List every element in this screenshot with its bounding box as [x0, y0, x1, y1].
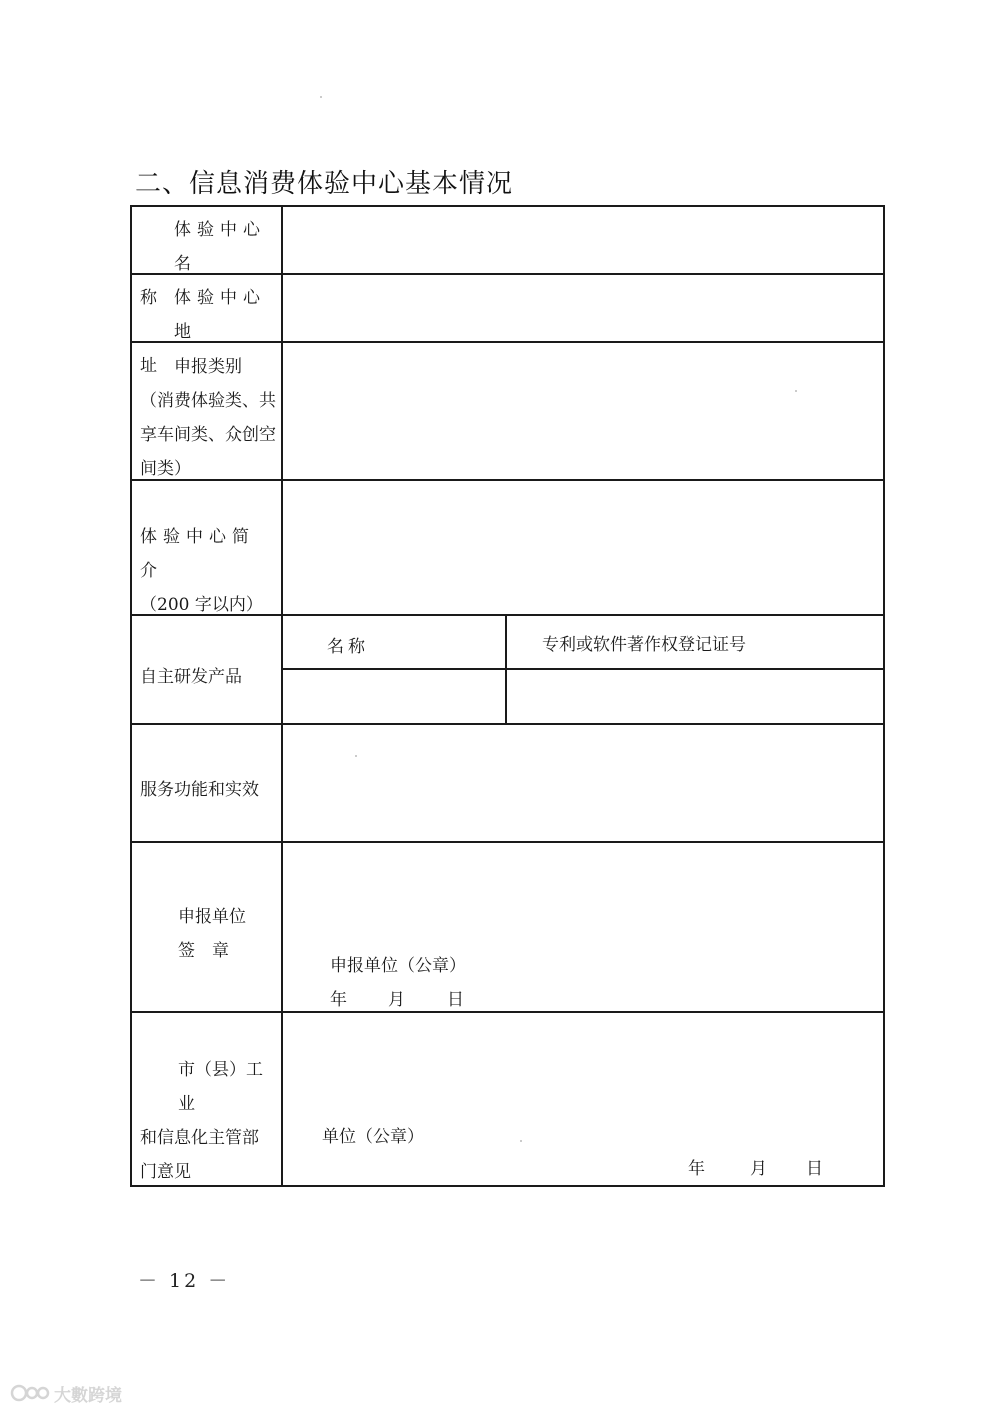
- center-name-label-line1: 体验中心名: [174, 220, 266, 274]
- applicant-seal-label-line1: 申报单位: [178, 907, 246, 927]
- city-opinion-label-line1: 市（县）工业: [178, 1060, 263, 1114]
- center-address-label-line2: 址: [140, 356, 157, 376]
- applicant-date-month: 月: [388, 990, 405, 1010]
- center-name-field[interactable]: [283, 207, 883, 273]
- category-field[interactable]: [283, 343, 883, 479]
- scan-speck: [320, 96, 322, 98]
- form-border-right: [883, 205, 885, 1187]
- scan-speck: [355, 755, 357, 757]
- scan-speck: [795, 390, 797, 392]
- category-label-line2: （消费体验类、共: [140, 391, 276, 411]
- category-label-line1: 申报类别: [174, 357, 242, 377]
- watermark-logo-icon: [10, 1382, 50, 1404]
- city-opinion-label-line2: 和信息化主管部: [140, 1128, 259, 1148]
- center-address-field[interactable]: [283, 275, 883, 341]
- intro-field[interactable]: [283, 481, 883, 614]
- applicant-date-day: 日: [447, 990, 464, 1010]
- section-title: 二、信息消费体验中心基本情况: [135, 169, 514, 199]
- applicant-seal-label-line2: 签 章: [178, 941, 229, 961]
- form-border-left: [130, 205, 132, 1187]
- city-opinion-field[interactable]: [283, 1013, 883, 1185]
- applicant-date-year: 年: [330, 990, 347, 1010]
- watermark-text: 大數跨境: [54, 1385, 122, 1406]
- center-name-label-line2: 称: [140, 288, 157, 308]
- service-label: 服务功能和实效: [140, 780, 259, 800]
- applicant-seal-text: 申报单位（公章）: [330, 956, 466, 976]
- product-patent-field[interactable]: [507, 670, 883, 723]
- city-date-day: 日: [806, 1159, 823, 1179]
- intro-label-line1: 体验中心简介: [140, 527, 255, 581]
- city-date-month: 月: [750, 1159, 767, 1179]
- product-name-field[interactable]: [283, 670, 505, 723]
- category-label-line4: 间类）: [140, 459, 191, 479]
- city-seal-text: 单位（公章）: [322, 1127, 424, 1147]
- center-address-label-line1: 体验中心地: [174, 288, 266, 342]
- products-label: 自主研发产品: [140, 667, 242, 687]
- service-field[interactable]: [283, 725, 883, 841]
- products-col-name: 名称: [327, 637, 369, 657]
- scan-speck: [520, 1140, 522, 1142]
- page-number: － 12 －: [138, 1270, 231, 1292]
- products-col-patent: 专利或软件著作权登记证号: [542, 635, 746, 655]
- intro-label-line2: （200 字以内）: [140, 595, 263, 615]
- watermark: [10, 1380, 122, 1406]
- city-opinion-label-line3: 门意见: [140, 1162, 191, 1182]
- info-center-form: [130, 205, 885, 1187]
- city-date-year: 年: [688, 1159, 705, 1179]
- category-label-line3: 享车间类、众创空: [140, 425, 276, 445]
- applicant-seal-field[interactable]: [283, 843, 883, 1011]
